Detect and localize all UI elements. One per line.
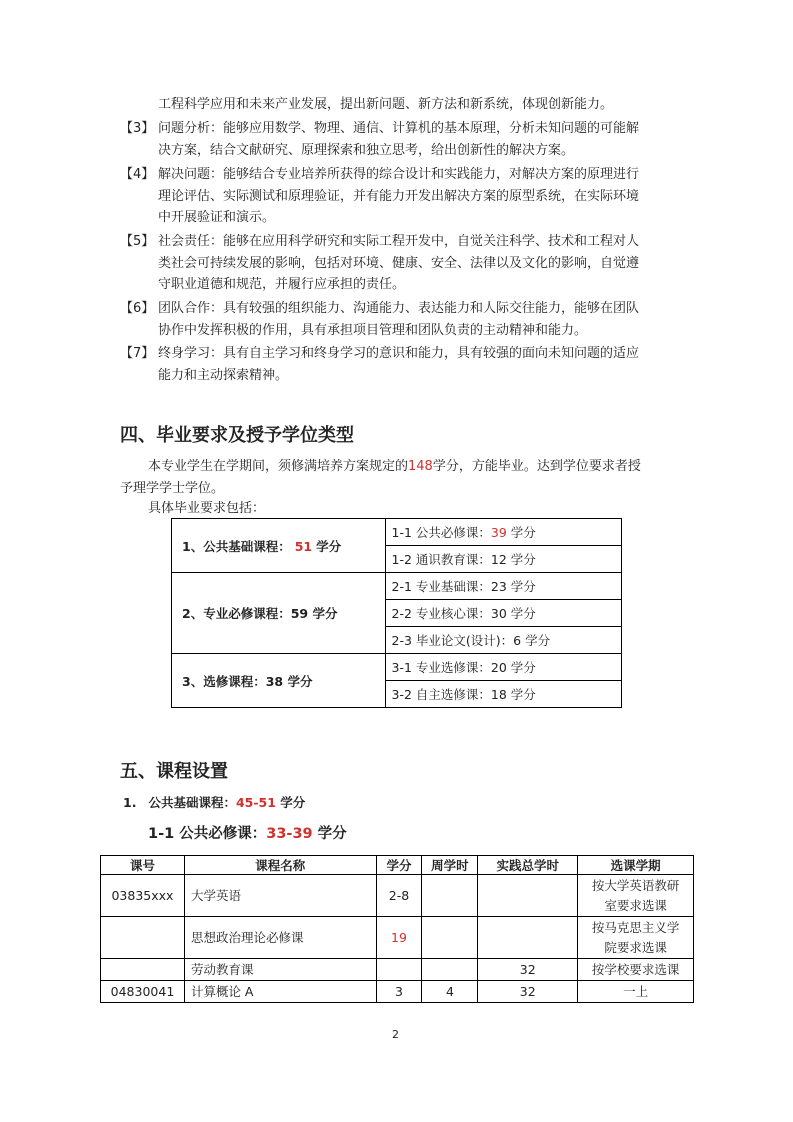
subsection-1-title: 公共基础课程： — [148, 795, 236, 810]
objective-7-tag: 【7】 — [120, 346, 155, 361]
table-row — [172, 654, 622, 681]
col-header-credit: 学分 — [376, 856, 422, 875]
section4-para1-text-b: 学分，方能毕业。达到学位要求者授 — [432, 459, 641, 474]
course-term: 按学校要求选课 — [578, 959, 694, 981]
objective-7-line1: 终身学习：具有自主学习和终身学习的意识和能力，具有较强的面向未知问题的适应 — [158, 346, 640, 361]
course-code — [101, 917, 185, 959]
course-code: 03835xxx — [101, 875, 185, 917]
course-code — [101, 959, 185, 981]
total-credits: 148 — [408, 459, 433, 474]
group-3-label: 3、选修课程：38 学分 — [172, 654, 386, 708]
objective-6-line1: 团队合作：具有较强的组织能力、沟通能力、表达能力和人际交往能力，能够在团队 — [158, 301, 640, 316]
section4-para1-cont: 予理学学士学位。 — [120, 481, 225, 496]
course-practice — [478, 875, 578, 917]
course-term: 一上 — [578, 981, 694, 1003]
group-2-label: 2、专业必修课程：59 学分 — [172, 573, 386, 654]
group-1-label — [172, 519, 386, 573]
subsection-1-1-title: 1-1 公共必修课： — [148, 826, 267, 842]
row-3-1: 3-1 专业选修课：20 学分 — [385, 654, 621, 681]
section5-title: 五、课程设置 — [120, 761, 228, 782]
objective-3-line2: 决方案，结合文献研究、原理探索和独立思考，给出创新性的解决方案。 — [158, 143, 575, 158]
course-credit: 2-8 — [376, 875, 422, 917]
table-row — [101, 981, 694, 1003]
subsection-1-range: 45-51 — [235, 795, 276, 810]
course-weekly — [422, 917, 478, 959]
course-weekly: 4 — [422, 981, 478, 1003]
objective-4-tag: 【4】 — [120, 167, 155, 182]
group-1-name: 1、公共基础课程 — [182, 538, 279, 554]
table-row — [101, 959, 694, 981]
row-1-1 — [385, 519, 621, 546]
course-term: 按大学英语教研室要求选课 — [578, 875, 694, 917]
row-1-1-label: 1-1 公共必修课： — [391, 525, 491, 540]
course-credit: 3 — [376, 981, 422, 1003]
objective-4-line1: 解决问题：能够结合专业培养所获得的综合设计和实践能力，对解决方案的原理进行 — [158, 167, 640, 182]
subsection-1-1-unit: 学分 — [312, 826, 347, 842]
objective-5-tag: 【5】 — [120, 234, 155, 249]
col-header-weekly: 周学时 — [422, 856, 478, 875]
col-header-term: 选课学期 — [578, 856, 694, 875]
section4-title: 四、毕业要求及授予学位类型 — [120, 425, 354, 446]
row-1-1-unit: 学分 — [506, 525, 536, 540]
objective-3-line1: 问题分析：能够应用数学、物理、通信、计算机的基本原理，分析未知问题的可能解 — [158, 121, 640, 136]
table-header-row — [101, 856, 694, 875]
col-header-practice: 实践总学时 — [478, 856, 578, 875]
section4-para1 — [148, 459, 641, 475]
objective-5-line2: 类社会可持续发展的影响，包括对环境、健康、安全、法律以及文化的影响，自觉遵 — [158, 256, 640, 271]
objective-6-tag: 【6】 — [120, 301, 155, 316]
subsection-1-heading — [123, 795, 305, 811]
course-name: 计算概论 A — [184, 981, 376, 1003]
graduation-requirements-table — [171, 518, 622, 708]
row-3-2: 3-2 自主选修课：18 学分 — [385, 681, 621, 708]
objective-3-tag: 【3】 — [120, 121, 155, 136]
subsection-1-1-range: 33-39 — [266, 826, 313, 842]
row-2-3: 2-3 毕业论文(设计)：6 学分 — [385, 627, 621, 654]
objective-5-line3: 守职业道德和规范，并履行应承担的责任。 — [158, 277, 406, 292]
course-table — [100, 855, 694, 1003]
table-row — [101, 917, 694, 959]
course-name: 大学英语 — [184, 875, 376, 917]
course-name: 劳动教育课 — [184, 959, 376, 981]
objective-6-line2: 协作中发挥积极的作用，具有承担项目管理和团队负责的主动精神和能力。 — [158, 323, 588, 338]
course-weekly — [422, 875, 478, 917]
group-1-sep: ： — [278, 538, 291, 554]
subsection-1-number: 1. — [123, 795, 137, 810]
section4-para2: 具体毕业要求包括： — [148, 501, 266, 516]
subsection-1-unit: 学分 — [275, 795, 306, 810]
col-header-code: 课号 — [101, 856, 185, 875]
group-1-unit: 学分 — [316, 538, 342, 554]
course-name: 思想政治理论必修课 — [184, 917, 376, 959]
objective-4-line2: 理论评估、实际测试和原理验证，并有能力开发出解决方案的原型系统，在实际环境 — [158, 189, 640, 204]
course-weekly — [422, 959, 478, 981]
row-2-2: 2-2 专业核心课：30 学分 — [385, 600, 621, 627]
objective-7-line2: 能力和主动探索精神。 — [158, 368, 289, 383]
group-1-credits: 51 — [294, 538, 313, 554]
page-number: 2 — [392, 1028, 399, 1041]
table-row — [172, 519, 622, 546]
course-credit — [376, 959, 422, 981]
table-row — [101, 875, 694, 917]
course-code: 04830041 — [101, 981, 185, 1003]
course-term: 按马克思主义学院要求选课 — [578, 917, 694, 959]
objective-4-line3: 中开展验证和演示。 — [158, 210, 276, 225]
row-1-1-credits: 39 — [490, 525, 507, 540]
table-row — [172, 573, 622, 600]
course-practice — [478, 917, 578, 959]
subsection-1-1-heading — [148, 825, 347, 843]
objective-5-line1: 社会责任：能够在应用科学研究和实际工程开发中，自觉关注科学、技术和工程对人 — [158, 234, 640, 249]
course-credit: 19 — [376, 917, 422, 959]
row-1-2: 1-2 通识教育课：12 学分 — [385, 546, 621, 573]
course-practice: 32 — [478, 981, 578, 1003]
section4-para1-text-a: 本专业学生在学期间，须修满培养方案规定的 — [148, 459, 409, 474]
objective-cont-line: 工程科学应用和未来产业发展，提出新问题、新方法和新系统，体现创新能力。 — [158, 97, 614, 112]
col-header-name: 课程名称 — [184, 856, 376, 875]
course-practice: 32 — [478, 959, 578, 981]
row-2-1: 2-1 专业基础课：23 学分 — [385, 573, 621, 600]
